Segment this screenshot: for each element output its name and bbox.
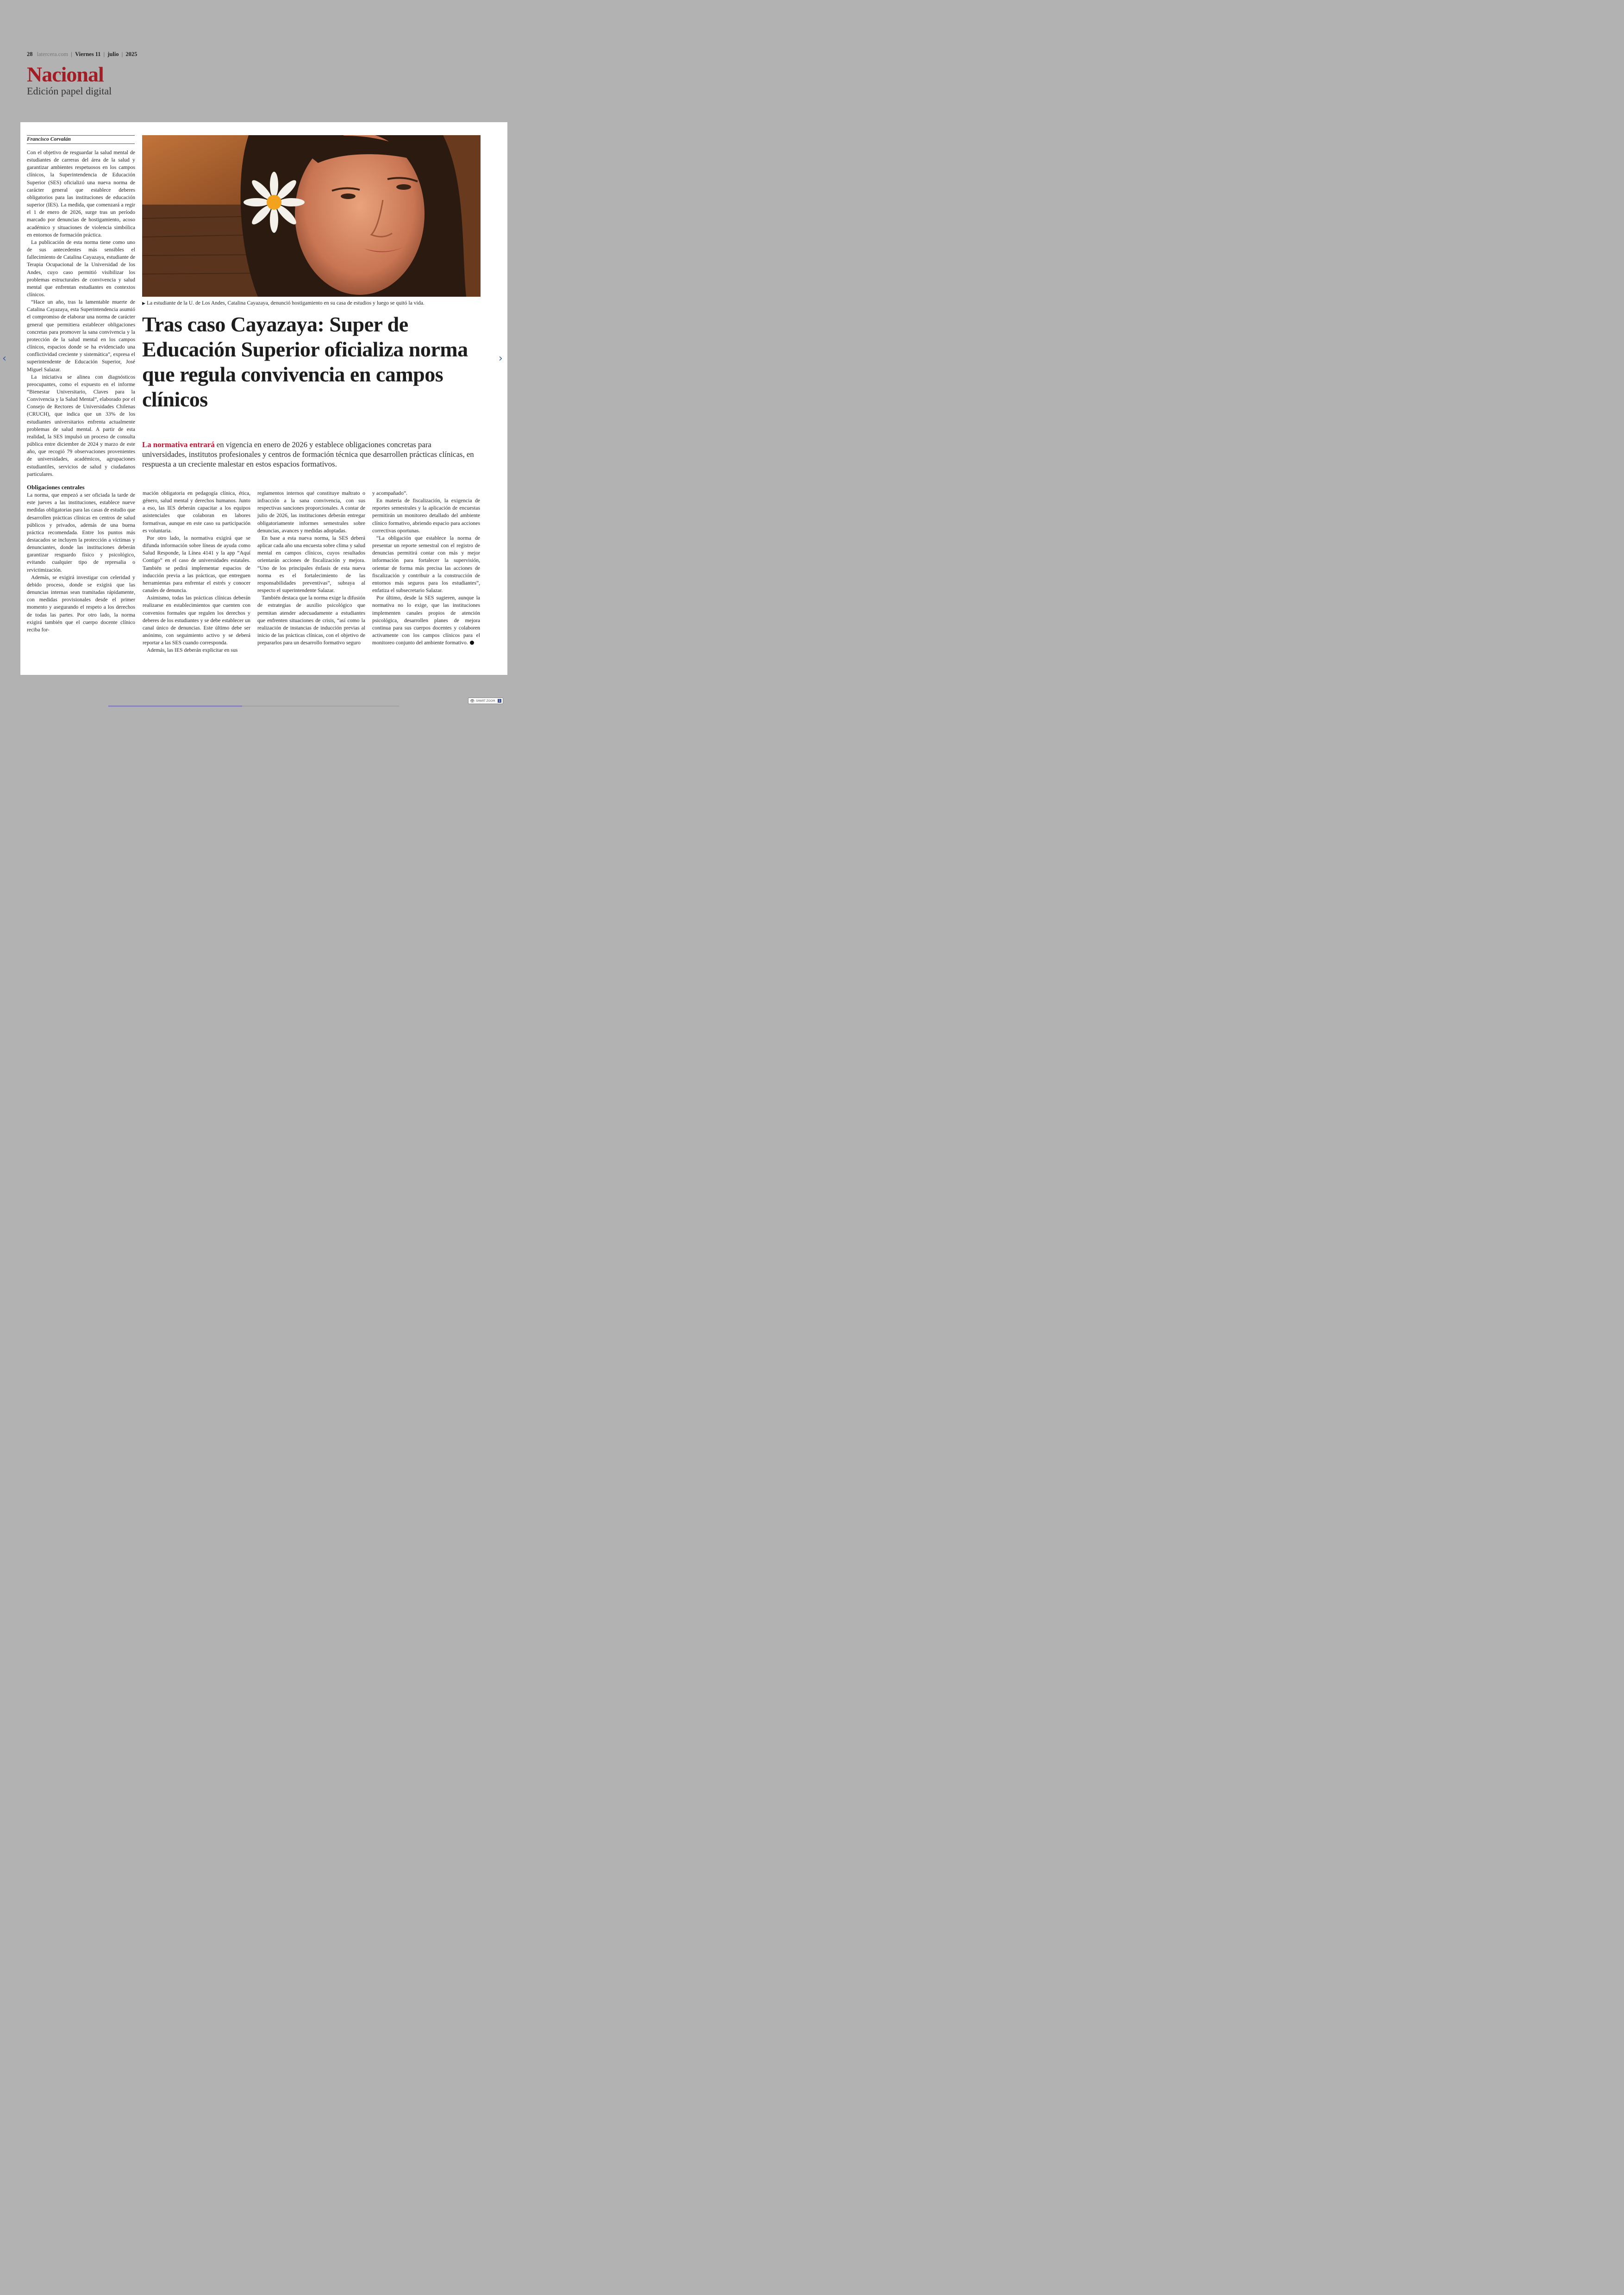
article-photo: [142, 135, 481, 297]
article-column-3: [257, 490, 365, 647]
edition-label: Edición papel digital: [27, 85, 112, 97]
paragraph: En materia de fiscalización, la exigencia de reportes semestrales y la aplicación de encuestas permitirán un monitoreo detallado del ambiente clínico formativo, abriendo espacio para acciones correctivas oportunas.: [372, 498, 480, 534]
byline: Francisco Corvalán: [27, 137, 71, 142]
article-column-2: [143, 490, 250, 654]
site-name: latercera.com: [37, 51, 69, 57]
paragraph: También destaca que la norma exige la difusión de estrategias de auxilio psicológico que permitan atender adecuadamente a estudiantes que enfrenten situaciones de crisis, “así como la realización de instancias de inducción previas al inicio de las prácticas clínicas, con el objetivo de prepararlos para un desarrollo formativo seguro: [257, 595, 365, 646]
paragraph: Además, las IES deberán explicitar en sus: [147, 647, 238, 654]
caption-marker-icon: ▶: [142, 301, 145, 306]
photo-caption: [142, 300, 482, 306]
paragraph: La iniciativa se alinea con diagnósticos preocupantes, como el expuesto en el informe “Bienestar Universitario, Claves para la Convivencia y la Salud Mental”, elaborado por el Consejo de Rectores de Universidades Chilenas (CRUCH), que indica que un 33% de los estudiantes universitarios enfrenta actualmente problemas de salud mental. A partir de esta realidad, la SES impulsó un proceso de consulta pública entre diciembre de 2024 y marzo de este año, que recogió 79 observaciones provenientes de universidades, académicos, agrupaciones estudiantiles, servicios de salud y ciudadanos particulares.: [27, 374, 135, 477]
article-headline: Tras caso Cayazaya: Super de Educación Superior oficializa norma que regula convivencia en campos clínicos: [142, 312, 468, 411]
page-header-line: 28 latercera.com | Viernes 11 | julio | 2025: [27, 51, 137, 57]
paragraph: Con el objetivo de resguardar la salud mental de estudiantes de carreras del área de la salud y garantizar ambientes respetuosos en los campos clínicos, la Superintendencia de Educación Superior (SES) oficializó una nueva norma de carácter general que establece deberes obligatorios para las instituciones de educación superior (IES). La medida, que comenzará a regir el 1 de enero de 2026, surge tras un período marcado por denuncias de hostigamiento, acoso académico y situaciones de violencia simbólica en entornos de formación práctica.: [27, 150, 135, 238]
chevron-left-icon: ‹: [2, 353, 6, 364]
paragraph: Asimismo, todas las prácticas clínicas deberán realizarse en establecimientos que cuenten con convenios formales que regulen los derechos y deberes de los estudiantes y se debe establecer un canal único de denuncias. Este último debe ser anónimo, con seguimiento activo y se deberá reportar a las SES cuando corresponda.: [143, 595, 250, 646]
paragraph: “La obligación que establece la norma de presentar un reporte semestral con el registro de denuncias permitirá contar con más y mejor información para fortalecer la supervisión, orientar de forma más precisa las acciones de fiscalización y contribuir a la construcción de entornos más seguros para los estudiantes”, enfatiza el subsecretario Salazar.: [372, 535, 480, 594]
paragraph: mación obligatoria en pedagogía clínica, ética, género, salud mental y derechos humanos. Junto a eso, las IES deberán capacitar a los equipos asistenciales que colaboran en labores formativas, aunque en este caso su participación es voluntaria.: [143, 490, 250, 534]
chevron-right-icon: ›: [499, 353, 503, 364]
date-weekday: Viernes 11: [75, 51, 101, 57]
paragraph-text: Por último, desde la SES sugieren, aunque la normativa no lo exige, que las instituciones implementen canales propios de atención psicológica, desarrollen planes de mejora continua para sus cuerpos docentes y colaboren activamente con los campos clínicos para el monitoreo conjunto del ambiente formativo.: [372, 595, 480, 646]
section-title: Nacional: [27, 62, 104, 86]
date-month: julio: [107, 51, 119, 57]
photo-illustration: [142, 135, 481, 297]
next-page-button[interactable]: [499, 353, 503, 364]
page-progress-bar[interactable]: [108, 705, 399, 707]
article-column-4: [372, 490, 480, 647]
zoom-level-badge: 1: [498, 699, 500, 703]
byline-box: [27, 135, 135, 144]
article-column-1: [27, 149, 135, 634]
paragraph: “Hace un año, tras la lamentable muerte de Catalina Cayazaya, esta Superintendencia asumió el compromiso de elaborar una norma de carácter general que permitiera establecer obligaciones concretas para promover la sana convivencia y la protección de la salud mental en los campos clínicos, espacios donde se ha evidenciado una conflictividad creciente y sistemática”, expresa el superintendente de Educación Superior, José Miguel Salazar.: [27, 299, 135, 373]
end-mark-icon: [470, 641, 474, 645]
article-lead: [142, 440, 475, 469]
smart-zoom-label: SMART ZOOM: [476, 699, 495, 703]
eye-icon: 👁: [470, 698, 475, 703]
paragraph: [372, 594, 480, 647]
paragraph: En base a esta nueva norma, la SES deberá aplicar cada año una encuesta sobre clima y salud mental en campos clínicos, cuyos resultados orientarán acciones de fiscalización y mejora. “Uno de los principales énfasis de esta nueva norma es el fortalecimiento de las responsabilidades preventivas”, subraya al respecto el superintendente Salazar.: [257, 535, 365, 594]
smart-zoom-button[interactable]: [468, 698, 503, 704]
prev-page-button[interactable]: [2, 353, 6, 364]
paragraph: Por otro lado, la normativa exigirá que se difunda información sobre líneas de ayuda como Salud Responde, la Línea 4141 y la app “Aquí Contigo” en el caso de universidades estatales. También se pedirá implementar espacios de inducción previa a las prácticas, que entreguen herramientas para enfrentar el estrés y conocer canales de denuncia.: [143, 535, 250, 594]
paragraph: La publicación de esta norma tiene como uno de sus antecedentes más sensibles el fallecimiento de Catalina Cayazaya, estudiante de Terapia Ocupacional de la Universidad de los Andes, cuyo caso permitió visibilizar los problemas estructurales de convivencia y salud mental que enfrentan estudiantes en contextos clínicos.: [27, 239, 135, 298]
lead-highlight: La normativa entrará: [142, 440, 215, 449]
page-number: 28: [27, 51, 33, 57]
paragraph: Además, se exigirá investigar con celeridad y debido proceso, donde se exigirá que las denuncias internas sean tramitadas rápidamente, con medidas provisionales desde el primer momento y asegurando el respeto a los derechos de todas las partes. Por otro lado, la norma exigirá también que el cuerpo docente clínico reciba for-: [27, 574, 135, 633]
caption-text: La estudiante de la U. de Los Andes, Catalina Cayazaya, denunció hostigamiento en su casa de estudios y luego se quitó la vida.: [146, 300, 425, 306]
paragraph: La norma, que empezó a ser oficiada la tarde de este jueves a las instituciones, establece nueve medidas obligatorias para las casas de estudio que desarrollen prácticas clínicas en centros de salud públicos y privados, además de una buena práctica recomendada. Entre los puntos más destacados se incluyen la protección a víctimas y denunciantes, donde las instituciones deberán garantizar resguardo físico y psicológico, evitando cualquier tipo de represalia o revictimización.: [27, 492, 136, 573]
date-year: 2025: [125, 51, 137, 57]
daisy-flower: [244, 172, 305, 233]
lead-text: en vigencia en enero de 2026 y establece obligaciones concretas para universidades, institutos profesionales y centros de formación técnica que desarrollen prácticas clínicas, en respuesta a un creciente malestar en estos espacios formativos.: [142, 440, 474, 468]
paragraph: y acompañado”.: [372, 490, 407, 496]
subheading: Obligaciones centrales: [27, 483, 85, 491]
page-progress-fill: [108, 705, 242, 707]
paragraph: reglamentos internos qué constituye maltrato o infracción a la sana convivencia, con sus respectivas sanciones proporcionales. A contar de julio de 2026, las instituciones deberán entregar obligatoriamente informes semestrales sobre denuncias, avances y medidas adoptadas.: [257, 490, 365, 534]
